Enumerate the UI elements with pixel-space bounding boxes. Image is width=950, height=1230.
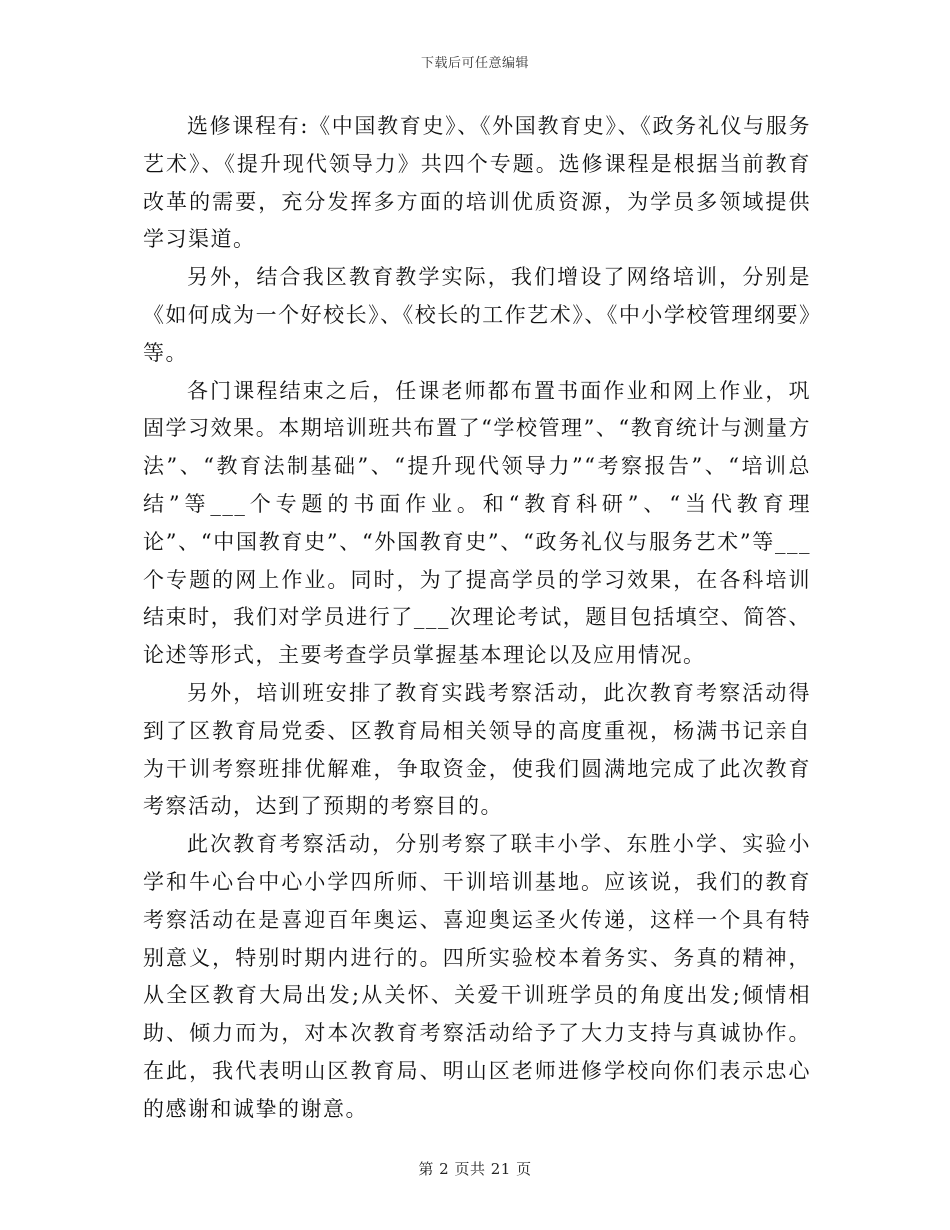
paragraph-visit-details: 此次教育考察活动，分别考察了联丰小学、东胜小学、实验小学和牛心台中心小学四所师、干训培训基地。应该说，我们的教育考察活动在是喜迎百年奥运、喜迎奥运圣火传递，这样一个具有特别意义，特别时期内进行的。四所实验校本着务实、务真的精神，从全区教育大局出发;从关怀、关爱干训班学员的角度出发;倾情相助、倾力而为，对本次教育考察活动给予了大力支持与真诚协作。在此，我代表明山区教育局、明山区老师进修学校向你们表示忠心的感谢和诚挚的谢意。 — [143, 832, 811, 1121]
paragraph-practice-visit: 另外，培训班安排了教育实践考察活动，此次教育考察活动得到了区教育局党委、区教育局相关领导的高度重视，杨满书记亲自为干训考察班排优解难，争取资金，使我们圆满地完成了此次教育考察活动，达到了预期的考察目的。 — [143, 680, 811, 819]
document-body — [143, 108, 811, 1129]
paragraph-elective-courses: 选修课程有:《中国教育史》、《外国教育史》、《政务礼仪与服务艺术》、《提升现代领导力》共四个专题。选修课程是根据当前教育改革的需要，充分发挥多方面的培训优质资源，为学员多领域提供学习渠道。 — [143, 114, 811, 252]
paragraph-online-training: 另外，结合我区教育教学实际，我们增设了网络培训，分别是《如何成为一个好校长》、《校长的工作艺术》、《中小学校管理纲要》等。 — [143, 265, 811, 365]
page-header: 下载后可任意编辑 — [420, 56, 529, 71]
page-footer: 第 2 页共 21 页 — [418, 1160, 532, 1178]
paragraph-assignments: 各门课程结束之后，任课老师都布置书面作业和网上作业，巩固学习效果。本期培训班共布置了“学校管理”、“教育统计与测量方法”、“教育法制基础”、“提升现代领导力”“考察报告”、“培训总结”等___个专题的书面作业。和“教育科研”、“当代教育理论”、“中国教育史”、“外国教育史”、“政务礼仪与服务艺术”等___个专题的网上作业。同时，为了提高学员的学习效果，在各科培训结束时，我们对学员进行了___次理论考试，题目包括填空、简答、论述等形式，主要考查学员掌握基本理论以及应用情况。 — [143, 378, 811, 668]
